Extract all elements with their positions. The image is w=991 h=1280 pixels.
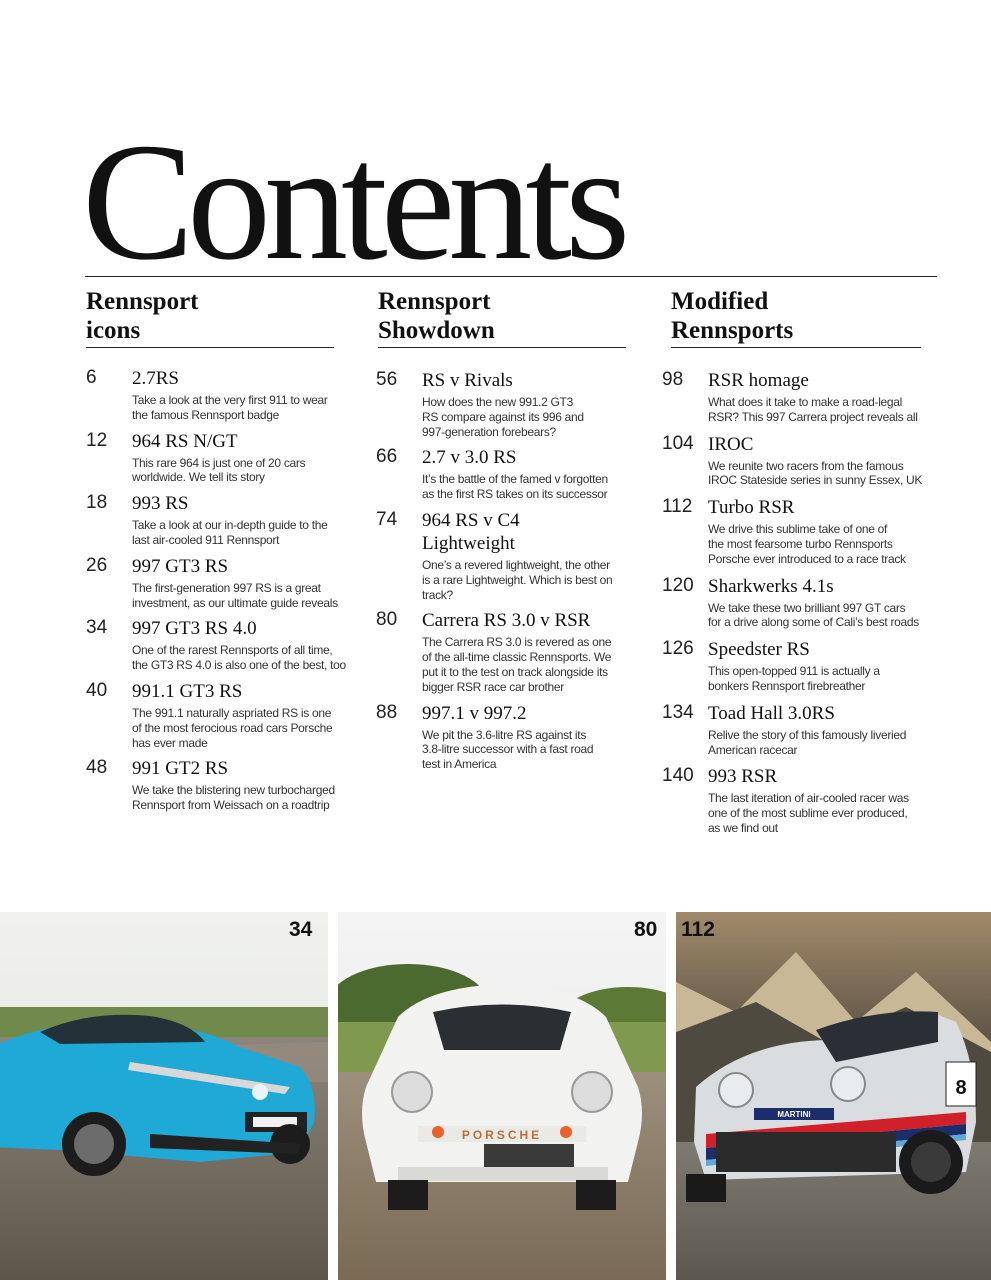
entry-description	[708, 728, 952, 758]
contents-entry	[86, 617, 366, 673]
entry-description-line: worldwide. We tell its story	[132, 470, 265, 485]
martini-porsche-image	[676, 912, 991, 1280]
contents-entry	[376, 509, 636, 602]
entry-description-line: Rennsport from Weissach on a roadtrip	[132, 798, 330, 813]
column-heading: Modified Rennsports	[671, 287, 921, 348]
entry-page-number: 6	[86, 367, 97, 388]
entry-description	[422, 472, 636, 502]
entry-description	[422, 635, 636, 694]
entry-description	[708, 459, 952, 489]
entry-page-number: 120	[662, 574, 694, 596]
entry-page-number: 12	[86, 429, 108, 451]
photo-page-number: 34	[289, 918, 313, 941]
contents-entry	[376, 702, 636, 772]
entry-description	[708, 395, 952, 425]
entry-description	[132, 518, 366, 548]
contents-entry	[86, 555, 366, 611]
blue-porsche-image	[0, 912, 328, 1280]
contents-entry	[662, 638, 952, 694]
entry-description-line: We drive this sublime take of one of	[708, 522, 888, 537]
entry-page-number: 112	[662, 496, 693, 518]
column-rennsport-showdown	[378, 287, 626, 348]
entry-page-number: 66	[376, 446, 398, 468]
entry-title	[422, 509, 636, 555]
entry-title: Toad Hall 3.0RS	[708, 702, 835, 724]
entry-description-line: for a drive along some of Cali’s best roads	[708, 615, 919, 630]
entry-description	[422, 395, 636, 439]
entry-description	[708, 522, 952, 566]
porsche-badge-text: PORSCHE	[461, 1128, 543, 1142]
entry-description-line: Take a look at the very first 911 to wear	[132, 393, 328, 407]
entry-page-number: 126	[662, 638, 694, 660]
contents-entry	[86, 492, 366, 548]
entry-title: 2.7 v 3.0 RS	[422, 447, 517, 469]
entry-page-number: 26	[86, 554, 108, 576]
contents-entry	[662, 496, 952, 566]
contents-entry	[662, 433, 952, 489]
entry-description-line: bigger RSR race car brother	[422, 679, 564, 694]
entry-title: IROC	[708, 433, 754, 455]
contents-entry	[376, 609, 636, 694]
entry-title: 964 RS N/GT	[132, 430, 238, 452]
entry-page-number: 88	[376, 701, 398, 723]
entry-description-line: This open-topped 911 is actually a	[708, 664, 880, 679]
entry-page-number: 140	[662, 765, 694, 787]
entry-description-line: We pit the 3.6-litre RS against its	[422, 727, 587, 742]
page-title: Contents	[82, 109, 624, 295]
entry-title: RS v Rivals	[422, 370, 513, 391]
entry-description-line: the GT3 RS 4.0 is also one of the best, too	[132, 658, 346, 673]
entry-description-line: bonkers Rennsport firebreather	[708, 678, 866, 693]
entry-title: Sharkwerks 4.1s	[708, 575, 834, 597]
entry-description	[132, 783, 366, 813]
column-heading: Rennsport icons	[86, 287, 334, 348]
contents-entry	[662, 369, 952, 425]
entry-description-line: test in America	[422, 757, 497, 772]
entry-description-line: We take the blistering new turbocharged	[132, 783, 335, 798]
entry-description	[708, 791, 952, 835]
entry-title: Turbo RSR	[708, 497, 795, 519]
race-number-text: 8	[955, 1077, 967, 1099]
entry-description	[132, 581, 366, 611]
entry-title: 997 GT3 RS 4.0	[132, 618, 257, 640]
photo-carrera-rs-30	[338, 912, 666, 1280]
entry-description-line: One’s a revered lightweight, the other	[422, 557, 610, 572]
entry-description	[132, 643, 366, 673]
martini-text: MARTINI	[777, 1110, 811, 1119]
photo-997-gt3-rs-40	[0, 912, 328, 1280]
column-rennsport-icons	[86, 287, 334, 348]
entry-description-line: IROC Stateside series in sunny Essex, UK	[708, 473, 923, 488]
entry-description-line: The 991.1 naturally aspriated RS is one	[132, 705, 332, 720]
entry-page-number: 48	[86, 757, 108, 779]
entry-description-line: put it to the test on track alongside its	[422, 664, 608, 679]
entry-title: Carrera RS 3.0 v RSR	[422, 610, 591, 632]
entry-description-line: Take a look at our in-depth guide to the	[132, 518, 328, 533]
entry-page-number: 56	[376, 369, 398, 390]
contents-entry	[86, 680, 366, 750]
entry-page-number: 34	[86, 617, 108, 639]
entry-description-line: of the all-time classic Rennsports. We	[422, 650, 612, 665]
entry-page-number: 134	[662, 701, 694, 723]
entry-description	[132, 706, 366, 750]
entry-description-line: RS compare against its 996 and	[422, 409, 584, 424]
entry-description-line: as we find out	[708, 820, 778, 835]
entry-description-line: We take these two brilliant 997 GT cars	[708, 600, 906, 615]
contents-entry	[662, 575, 952, 631]
entry-title: 991 GT2 RS	[132, 758, 229, 780]
entry-description-line: 997-generation forebears?	[422, 424, 556, 439]
contents-entry	[86, 367, 366, 423]
entry-title: RSR homage	[708, 370, 809, 391]
entry-description-line: Relive the story of this famously liveried	[708, 727, 907, 742]
entry-description	[708, 601, 952, 631]
entry-description	[132, 393, 366, 423]
entry-title: Speedster RS	[708, 639, 810, 661]
entry-description-line: What does it take to make a road-legal	[708, 395, 903, 409]
entry-description-line: One of the rarest Rennsports of all time,	[132, 643, 333, 658]
entry-title: 2.7RS	[132, 368, 179, 389]
entry-description-line: Porsche ever introduced to a race track	[708, 551, 906, 566]
entries-column-2	[376, 369, 636, 779]
entry-page-number: 40	[86, 679, 108, 701]
entry-description-line: The first-generation 997 RS is a great	[132, 580, 321, 595]
contents-entry	[662, 702, 952, 758]
contents-entry	[86, 430, 366, 486]
entry-description	[708, 664, 952, 694]
title-rule	[85, 276, 937, 277]
entry-title: 991.1 GT3 RS	[132, 680, 243, 702]
entry-description-line: RSR? This 997 Carrera project reveals all	[708, 409, 918, 424]
entry-description-line: The Carrera RS 3.0 is revered as one	[422, 635, 612, 650]
entry-description	[422, 728, 636, 772]
photo-turbo-rsr	[676, 912, 991, 1280]
entry-page-number: 74	[376, 508, 398, 530]
photo-page-number: 80	[634, 918, 658, 941]
entry-title: 997.1 v 997.2	[422, 702, 527, 724]
entries-column-1	[86, 367, 366, 820]
contents-entry	[376, 369, 636, 439]
entry-description-line: the most fearsome turbo Rennsports	[708, 536, 893, 551]
entry-description-line: last air-cooled 911 Rennsport	[132, 532, 280, 547]
photo-page-number: 112	[681, 918, 715, 941]
contents-entry	[376, 446, 636, 502]
entry-description-line: has ever made	[132, 735, 208, 750]
entry-description-line: 3.8-litre successor with a fast road	[422, 742, 594, 757]
entry-description-line: It’s the battle of the famed v forgotten	[422, 472, 608, 487]
column-modified-rennsports	[671, 287, 921, 348]
entry-description-line: one of the most sublime ever produced,	[708, 806, 908, 821]
entries-column-3	[662, 369, 952, 844]
entry-description	[422, 558, 636, 602]
entry-description-line: as the first RS takes on its successor	[422, 487, 608, 502]
entry-description-line: How does the new 991.2 GT3	[422, 395, 573, 409]
entry-description-line: We reunite two racers from the famous	[708, 458, 904, 473]
entry-page-number: 98	[662, 369, 684, 390]
entry-description-line: is a rare Lightweight. Which is best on	[422, 572, 613, 587]
entry-page-number: 80	[376, 609, 398, 631]
entry-title: 997 GT3 RS	[132, 555, 229, 577]
entry-title-line: Lightweight	[422, 532, 515, 554]
entry-description-line: This rare 964 is just one of 20 cars	[132, 455, 306, 470]
contents-entry	[662, 765, 952, 835]
entry-description-line: investment, as our ultimate guide reveals	[132, 595, 338, 610]
entry-description-line: the famous Rennsport badge	[132, 407, 279, 422]
entry-description-line: of the most ferocious road cars Porsche	[132, 720, 333, 735]
entry-description-line: American racecar	[708, 742, 798, 757]
column-heading: Rennsport Showdown	[378, 287, 626, 348]
entry-page-number: 18	[86, 492, 108, 514]
entry-title: 993 RS	[132, 493, 189, 515]
white-porsche-image	[338, 912, 666, 1280]
contents-entry	[86, 757, 366, 813]
entry-description-line: The last iteration of air-cooled racer was	[708, 791, 909, 806]
entry-page-number: 104	[662, 432, 694, 454]
entry-description-line: track?	[422, 587, 453, 602]
entry-title-line: 964 RS v C4	[422, 509, 520, 531]
entry-description	[132, 456, 366, 486]
entry-title: 993 RSR	[708, 766, 778, 788]
